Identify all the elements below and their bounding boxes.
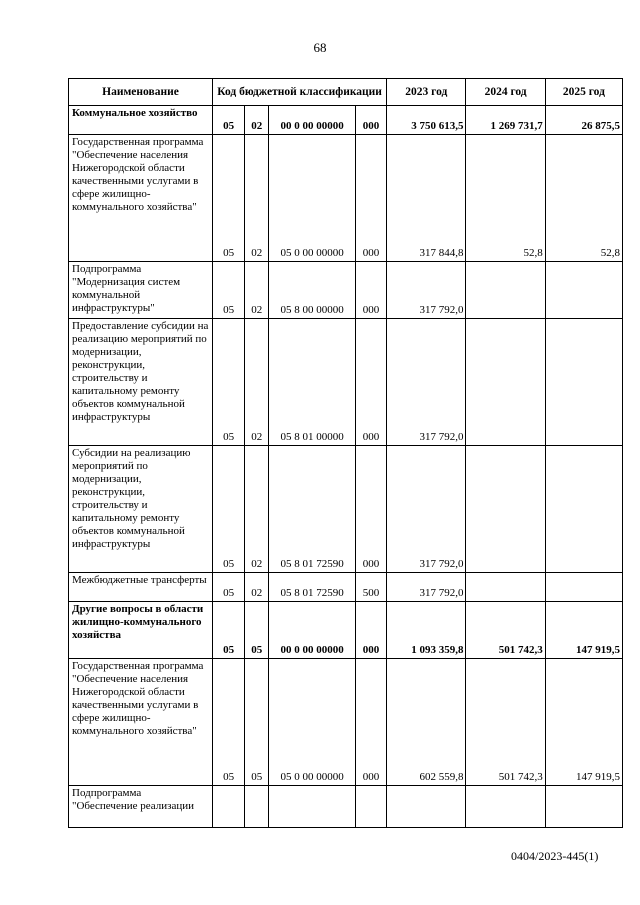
header-2024: 2024 год [466,79,545,106]
row-code-target: 05 0 00 00000 [269,135,356,262]
row-code-subsection: 02 [245,135,269,262]
row-value-2024 [466,786,545,828]
row-value-2023: 1 093 359,8 [387,602,466,659]
page-number: 68 [313,40,327,55]
row-value-2023 [387,786,466,828]
row-code-target: 05 8 01 72590 [269,446,356,573]
header-2025: 2025 год [545,79,622,106]
row-code-subsection [245,786,269,828]
row-code-section: 05 [212,602,244,659]
row-code-expense-type: 500 [355,573,386,602]
header-2023: 2023 год [387,79,466,106]
row-code-section: 05 [212,446,244,573]
row-value-2023: 317 844,8 [387,135,466,262]
table-header-row [69,79,623,106]
row-value-2024 [466,573,545,602]
row-value-2023: 317 792,0 [387,446,466,573]
row-code-target: 05 0 00 00000 [269,659,356,786]
row-code-subsection: 02 [245,319,269,446]
table-row [69,135,623,262]
table-row [69,262,623,319]
table-row [69,786,623,828]
row-code-expense-type: 000 [355,135,386,262]
row-value-2025 [545,446,622,573]
row-code-subsection: 02 [245,573,269,602]
row-code-section: 05 [212,573,244,602]
row-code-subsection: 02 [245,446,269,573]
header-name: Наименование [69,79,213,106]
row-name: Подпрограмма "Модернизация систем коммунальной инфраструктуры" [69,262,213,319]
row-value-2024 [466,446,545,573]
row-value-2025 [545,319,622,446]
row-code-target: 00 0 00 00000 [269,602,356,659]
row-code-subsection: 02 [245,262,269,319]
row-code-section: 05 [212,319,244,446]
row-value-2023: 317 792,0 [387,319,466,446]
row-name: Подпрограмма "Обеспечение реализации [69,786,213,828]
row-code-target [269,786,356,828]
row-value-2024: 52,8 [466,135,545,262]
row-code-expense-type: 000 [355,262,386,319]
row-value-2024 [466,262,545,319]
row-name: Предоставление субсидии на реализацию мероприятий по модернизации, реконструкции, строительству и капитальному ремонту объектов коммунальной инфраструктуры [69,319,213,446]
row-value-2025: 52,8 [545,135,622,262]
header-kbk: Код бюджетной классификации [212,79,386,106]
row-value-2023: 3 750 613,5 [387,106,466,135]
row-name: Субсидии на реализацию мероприятий по модернизации, реконструкции, строительству и капитальному ремонту объектов коммунальной инфраструктуры [69,446,213,573]
row-value-2024 [466,319,545,446]
row-name: Межбюджетные трансферты [69,573,213,602]
table-row [69,602,623,659]
row-name: Другие вопросы в области жилищно-коммунального хозяйства [69,602,213,659]
table-row [69,319,623,446]
row-code-target: 00 0 00 00000 [269,106,356,135]
row-value-2023: 602 559,8 [387,659,466,786]
row-code-section: 05 [212,262,244,319]
row-code-section [212,786,244,828]
row-code-section: 05 [212,659,244,786]
row-code-expense-type: 000 [355,602,386,659]
row-name: Государственная программа "Обеспечение населения Нижегородской области качественными услугами в сфере жилищно-коммунального хозяйства" [69,659,213,786]
row-name: Государственная программа "Обеспечение населения Нижегородской области качественными услугами в сфере жилищно-коммунального хозяйства" [69,135,213,262]
table-row [69,573,623,602]
row-code-expense-type: 000 [355,106,386,135]
row-code-target: 05 8 00 00000 [269,262,356,319]
row-code-subsection: 02 [245,106,269,135]
row-value-2023: 317 792,0 [387,262,466,319]
row-value-2024: 1 269 731,7 [466,106,545,135]
row-value-2025: 147 919,5 [545,602,622,659]
table-row [69,106,623,135]
row-code-expense-type: 000 [355,446,386,573]
row-code-subsection: 05 [245,659,269,786]
row-code-section: 05 [212,135,244,262]
row-name: Коммунальное хозяйство [69,106,213,135]
row-code-expense-type: 000 [355,319,386,446]
row-code-expense-type: 000 [355,659,386,786]
row-code-section: 05 [212,106,244,135]
row-code-expense-type [355,786,386,828]
row-value-2025 [545,262,622,319]
row-value-2024: 501 742,3 [466,602,545,659]
row-value-2025 [545,573,622,602]
table-row [69,659,623,786]
row-value-2025: 147 919,5 [545,659,622,786]
row-value-2025 [545,786,622,828]
table-row [69,446,623,573]
row-value-2025: 26 875,5 [545,106,622,135]
row-value-2023: 317 792,0 [387,573,466,602]
budget-table [68,78,623,828]
row-code-target: 05 8 01 72590 [269,573,356,602]
row-code-target: 05 8 01 00000 [269,319,356,446]
document-code: 0404/2023-445(1) [511,849,599,863]
row-code-subsection: 05 [245,602,269,659]
row-value-2024: 501 742,3 [466,659,545,786]
